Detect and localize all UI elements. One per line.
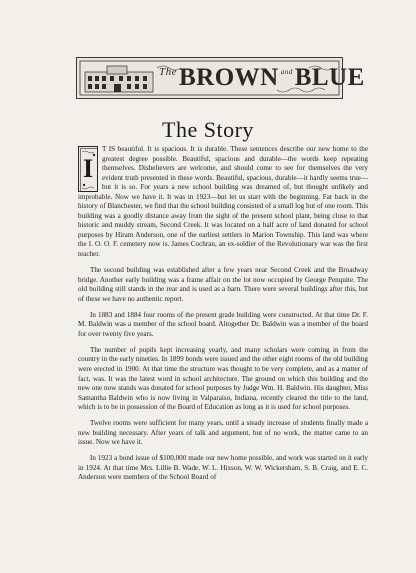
masthead-banner <box>76 57 365 99</box>
page-title: The Story <box>162 117 254 142</box>
paragraph-6: In 1923 a bond issue of $100,000 made our new home possible, and work was started on it early in 1924. At that time Mrs. Lillie B. Wade, W. L. Hixson, W. W. Wickersham, S. B. Craig, and E. C. Anderson were members of the School Board of <box>78 454 368 482</box>
paragraph-4: The number of pupils kept increasing yearly, and many scholars were coming in from the country in the early nineties. In 1899 bonds were issued and the other eight rooms of the old building were erected in 1900. At that time the structure was thought to be very complete, and as a matter of fact, was. It was the latest word in school architecture. The ground on which this building and the new one now stands was donated for school purposes by Judge Wm. H. Baldwin. His daughter, Miss Samantha Baldwin who is now living in Valparaiso, Indiana, recently cleared the title to the land, which is to be in possession of the Board of Education as long as it is used for school purposes. <box>78 345 368 412</box>
paragraph-3: In 1883 and 1884 four rooms of the present grade building were constructed. At that time Dr. F. M. Baldwin was a member of the school board. Altogether Dr. Baldwin was a member of the board for over twenty five years. <box>78 310 368 338</box>
paragraph-1-text: T IS beautiful. It is spacious. It is durable. These sentences describe our new home to the greatest degree possible. Beautiful, spacious and durable—the words keep repeating themselves. Disbelievers are welcome, and should come to see for themselves the very evident truth presented in these words. Beautiful, spacious, durable—it hardly seems true—but it is so. For years a new school building was dreamed of, but thought unlikely and improbable. Now we have it. It was in 1923—but let us start with the beginning. Far back in the history of Blanchester, we find that the school building consisted of a small log hut of one room. This building was a goodly distance away from the sight of the present school plant, being close to that historic and muddy stream, Second Creek. It was located on a half acre of land donated for school purposes by Hiram Anderson, one of the earliest settlers in Marion Township. This land was where the I. O. O. F. cemetery now is. James Cochran, an ex-soldier of the Revolutionary war was the first teacher. <box>78 145 368 259</box>
masthead-brown: BROWN <box>179 64 279 91</box>
drop-cap <box>78 146 98 192</box>
masthead-the: The <box>159 66 177 78</box>
paragraph-5: Twelve rooms were sufficient for many years, until a steady increase of students finally made a new building necessary. After years of talk and argument, but of no work, the matter came to an issue. Now we have it. <box>78 419 368 447</box>
drop-cap-letter: I <box>82 154 94 183</box>
masthead-blue: BLUE <box>294 64 365 91</box>
story-body <box>78 145 368 490</box>
paragraph-2: The second building was established after a few years near Second Creek and the Broadway bridge. Another early building was a frame affair on the lot now occupied by George Penquite. The old building still stands in the rear and is used as a barn. There were several buildings after this, but of these we have no authentic report. <box>78 266 368 303</box>
masthead-and: and <box>280 68 293 76</box>
masthead-title <box>159 60 365 96</box>
paragraph-1 <box>78 145 368 260</box>
